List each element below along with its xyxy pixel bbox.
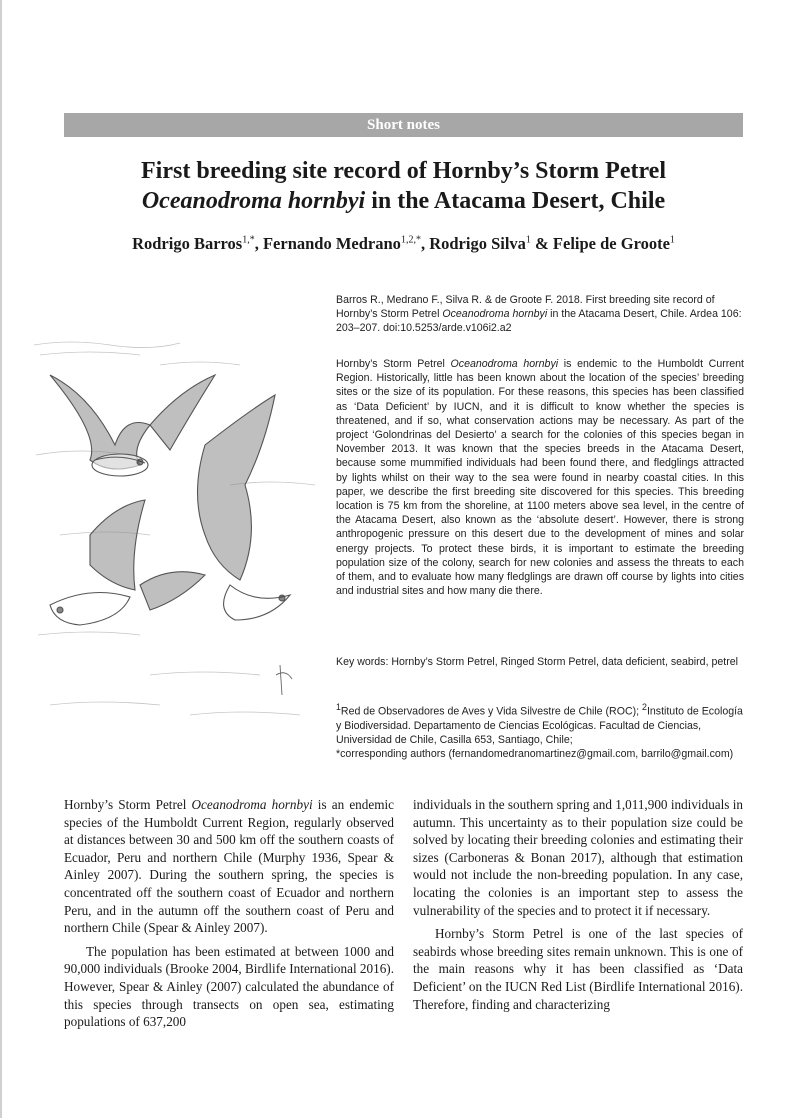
abstract-text: is endemic to the Humboldt Current Region. Historically, little has been known about the location of the species’ breeding sites or the size of its population. For these reasons, this species has been classified as ‘Data Deficient’ by IUCN, and it is difficult to know whether the species is threatened, and if so, what conservation actions may be necessary. As part of the project ‘Golondrinas del Desierto’ a search for the colonies of this species began in November 2013. It was known that the species breeds in the Atacama Desert, because some mummified individuals had been found there, and fledglings attracted by lights whilst on their way to the sea were found in nearby coastal cities. In this paper, we describe the first breeding site discovered for this species. This breeding location is 75 km from the shoreline, at 1100 meters above sea level, in the centre of the Atacama Desert, also known as the ‘absolute desert’. However, there is strong anthropogenic pressure on this desert due to the development of mines and solar energy projects. To protect these birds, it is important to estimate the breeding population size of the colony, search for new colonies and assess the threats to each of them, and to evaluate how many fledglings are drawn off course by lights into cities and industrial sites and how many die there. bbox=[336, 358, 745, 598]
affiliations bbox=[336, 700, 744, 761]
species-name: Oceanodroma hornbyi bbox=[191, 797, 313, 812]
body-column-left bbox=[64, 796, 394, 1031]
affiliation-mark: 2 bbox=[642, 702, 647, 712]
body-paragraph: Hornby’s Storm Petrel is one of the last species of seabirds whose breeding sites remain unknown. This is one of the main reasons why it has been classified as ‘Data Deficient’ on the IUCN Red List (Birdlife International 2016). Therefore, finding and characterizing bbox=[413, 926, 743, 1012]
title-species-name: Oceanodroma hornbyi bbox=[141, 188, 366, 214]
paragraph-text: is an endemic species of the Humboldt Current Region, regularly observed at distances between 30 and 500 km off the southern coasts of Ecuador, Peru and northern Chile (Murphy 1936, Spear & Ainley 2007). During the southern spring, the species is concentrated off the southern coast of Ecuador and northern Peru, and in the autumn off the southern coast of Peru and northern Chile (Spear & Ainley 2007). bbox=[64, 797, 394, 936]
body-column-right bbox=[413, 796, 743, 1013]
citation bbox=[336, 293, 744, 336]
keywords: Key words: Hornby’s Storm Petrel, Ringed Storm Petrel, data deficient, seabird, petrel bbox=[336, 656, 738, 668]
author-affiliation-mark: 1 bbox=[525, 234, 531, 246]
corresponding-authors: *corresponding authors (fernandomedranomartinez@gmail.com, barrilo@gmail.com) bbox=[336, 748, 734, 761]
citation-part-1: Barros R., Medrano F., Silva R. & de Groote F. 2018. First breeding site record of Hornby’s Storm Petrel bbox=[336, 294, 715, 321]
abstract-lead: Hornby’s Storm Petrel bbox=[336, 358, 451, 370]
paragraph-lead: Hornby’s Storm Petrel bbox=[64, 797, 192, 812]
author-separator: & bbox=[530, 234, 553, 253]
body-paragraph bbox=[64, 796, 394, 937]
page-edge bbox=[0, 0, 2, 1118]
title-line-1: First breeding site record of Hornby’s Storm Petrel bbox=[141, 158, 666, 184]
storm-petrel-sketch bbox=[30, 335, 320, 765]
author-separator: , bbox=[254, 234, 263, 253]
citation-species: Oceanodroma hornbyi bbox=[442, 308, 548, 321]
title-line-2 bbox=[64, 186, 743, 216]
affiliation-text-2: Instituto de Ecología y Biodiversidad. Departamento de Ciencias Ecológicas. Facultad de Ciencias, Universidad de Chile, Casilla 653, Santiago, Chile; bbox=[336, 705, 743, 746]
title-line-2-rest: in the Atacama Desert, Chile bbox=[365, 188, 666, 214]
author-list bbox=[64, 234, 743, 254]
author-name: Felipe de Groote bbox=[552, 234, 670, 253]
section-banner bbox=[64, 113, 743, 137]
abstract-species: Oceanodroma hornbyi bbox=[450, 358, 559, 370]
affiliation-text-1: Red de Observadores de Aves y Vida Silvestre de Chile (ROC); bbox=[340, 705, 643, 718]
author-name: Rodrigo Barros bbox=[132, 234, 243, 253]
author-name: Fernando Medrano bbox=[262, 234, 401, 253]
article-title bbox=[64, 156, 743, 216]
body-paragraph: The population has been estimated at between 1000 and 90,000 individuals (Brooke 2004, Birdlife International 2016). However, Spear & Ainley (2007) calculated the abundance of this species through transects on open sea, estimating populations of 637,200 bbox=[64, 943, 394, 1030]
affiliation-mark: 1 bbox=[336, 702, 341, 712]
citation-part-2: in the Atacama Desert, Chile. Ardea 106: 203–207. doi:10.5253/arde.v106i2.a2 bbox=[336, 308, 742, 335]
body-paragraph: individuals in the southern spring and 1,011,900 individuals in autumn. This uncertainty as to their population size could be solved by locating their breeding colonies and estimating their sizes (Carboneras & Bonan 2017), although that estimation would not include the non-breeding population. In any case, locating the colonies is an important step to assess the vulnerability of the species and to protect it if necessary. bbox=[413, 797, 743, 918]
author-affiliation-mark: 1 bbox=[669, 234, 675, 246]
author-separator: , bbox=[420, 234, 430, 253]
author-affiliation-mark: 1,* bbox=[242, 234, 255, 246]
section-label: Short notes bbox=[367, 117, 440, 133]
author-affiliation-mark: 1,2,* bbox=[400, 234, 421, 246]
abstract bbox=[336, 357, 744, 598]
author-name: Rodrigo Silva bbox=[429, 234, 526, 253]
